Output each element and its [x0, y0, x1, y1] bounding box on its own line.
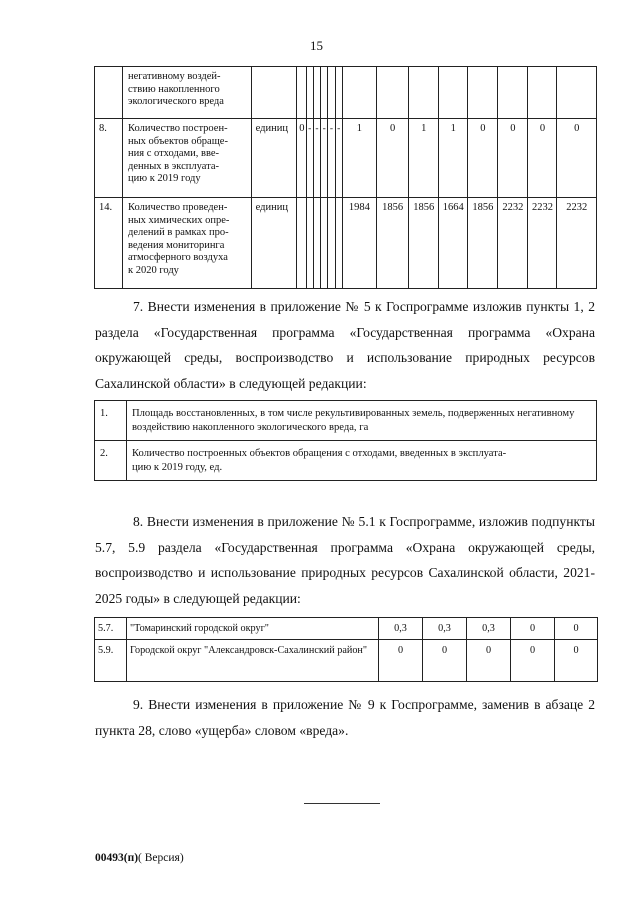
- paragraph-7: 7. Внести изменения в приложение № 5 к Госпрограмме изложив пункты 1, 2 раздела «Государственная программа «Государственная программа «Охрана окружающей среды, воспроизводство и использование природных ресурсов Сахалинской области» в следующей редакции:: [95, 299, 595, 391]
- document-version: ( Версия): [138, 852, 184, 864]
- value-cell: -: [313, 119, 320, 198]
- value-cell: 0: [555, 640, 598, 682]
- value-cell: -: [328, 119, 335, 198]
- value-cell: 0: [423, 640, 467, 682]
- value-cell: 0: [297, 119, 306, 198]
- indicator-name: негативному воздей- ствию накопленного экологического вреда: [123, 67, 252, 119]
- row-number: 2.: [95, 441, 127, 481]
- indicators-table: [94, 66, 597, 289]
- value-cell: 0: [555, 618, 598, 640]
- value-cell: 0,3: [467, 618, 511, 640]
- value-cell: 0,3: [379, 618, 423, 640]
- unit-cell: единиц: [251, 198, 297, 289]
- value-cell: 1856: [377, 198, 409, 289]
- paragraph-8: 8. Внести изменения в приложение № 5.1 к Госпрограмме, изложив подпункты 5.7, 5.9 раздела «Государственная программа «Охрана окружающей среды, воспроизводство и использование природных ресурсов Сахалинской области, 2021-2025 годы» в следующей редакции:: [95, 514, 595, 606]
- table-row: [95, 640, 598, 682]
- row-number: 14.: [95, 198, 123, 289]
- value-cell: 0: [468, 119, 498, 198]
- district-name: "Томаринский городской округ": [127, 618, 379, 640]
- value-cell: 0: [379, 640, 423, 682]
- value-cell: 1: [439, 119, 468, 198]
- value-cell: 1856: [409, 198, 439, 289]
- value-cell: 0: [498, 119, 528, 198]
- indicator-name: Количество проведен- ных химических опре- делений в рамках про- ведения мониторинга атмосферного воздуха к 2020 году: [123, 198, 252, 289]
- value-cell: 1: [409, 119, 439, 198]
- district-name: Городской округ "Александровск-Сахалинский район": [127, 640, 379, 682]
- districts-table: [94, 617, 598, 682]
- unit-cell: единиц: [251, 119, 297, 198]
- value-cell: 2232: [528, 198, 557, 289]
- row-number: 8.: [95, 119, 123, 198]
- value-cell: 0: [557, 119, 597, 198]
- value-cell: 1: [342, 119, 376, 198]
- indicator-name: Количество построен- ных объектов обраще- ния с отходами, вве- денных в эксплуата- цию к 2019 году: [123, 119, 252, 198]
- table-row: [95, 618, 598, 640]
- row-number: 5.7.: [95, 618, 127, 640]
- table-row: [95, 401, 597, 441]
- value-cell: 2232: [557, 198, 597, 289]
- paragraph-9: 9. Внести изменения в приложение № 9 к Госпрограмме, заменив в абзаце 2 пункта 28, слово «ущерба» словом «вреда».: [95, 697, 595, 738]
- value-cell: 1856: [468, 198, 498, 289]
- value-cell: 2232: [498, 198, 528, 289]
- row-number: 1.: [95, 401, 127, 441]
- document-code: [95, 852, 184, 864]
- value-cell: 1984: [342, 198, 376, 289]
- table-row: [95, 441, 597, 481]
- item-text: Количество построенных объектов обращения с отходами, введенных в эксплуата- цию к 2019 году, ед.: [127, 441, 597, 481]
- page-number: 15: [310, 38, 323, 53]
- value-cell: -: [321, 119, 328, 198]
- table-row: [95, 119, 597, 198]
- separator-line: [304, 803, 380, 804]
- value-cell: -: [335, 119, 342, 198]
- table-row: [95, 198, 597, 289]
- value-cell: -: [306, 119, 313, 198]
- program-items-table: [94, 400, 597, 481]
- document-number: 00493(п): [95, 852, 139, 864]
- value-cell: 0: [511, 640, 555, 682]
- table-row: [95, 67, 597, 119]
- row-number: 5.9.: [95, 640, 127, 682]
- value-cell: 0,3: [423, 618, 467, 640]
- value-cell: 0: [377, 119, 409, 198]
- value-cell: 0: [511, 618, 555, 640]
- item-text: Площадь восстановленных, в том числе рекультивированных земель, подверженных негативному воздействию накопленного экологического вреда, га: [127, 401, 597, 441]
- value-cell: 0: [528, 119, 557, 198]
- value-cell: 0: [467, 640, 511, 682]
- value-cell: 1664: [439, 198, 468, 289]
